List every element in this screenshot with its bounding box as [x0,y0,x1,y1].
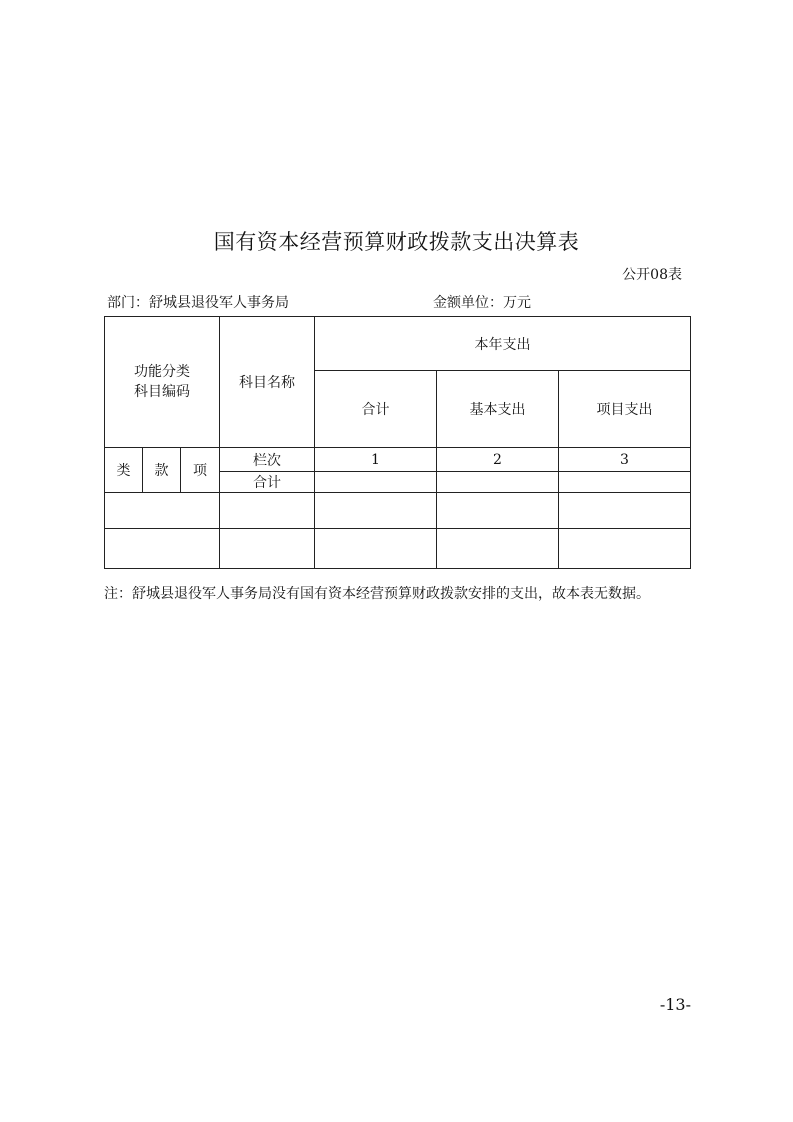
empty-cell [315,493,437,529]
empty-cell [437,493,559,529]
page-title: 国有资本经营预算财政拨款支出决算表 [213,230,580,254]
function-category-line1: 功能分类 [134,364,190,380]
category-xiang-header: 项 [181,448,220,493]
basic-expenditure-header: 基本支出 [437,371,559,448]
amount-unit-label: 金额单位： [433,295,503,311]
category-lei-header: 类 [105,448,143,493]
function-category-line2: 科目编码 [134,384,190,400]
sum-basic-cell [437,472,559,493]
sum-total-cell [315,472,437,493]
empty-cell [105,493,220,529]
amount-unit-line [433,292,531,312]
department-line [107,292,289,312]
empty-cell [559,529,691,569]
empty-cell [315,529,437,569]
form-number: 公开08表 [622,267,682,283]
function-category-header [105,317,220,448]
category-kuan-header: 款 [143,448,181,493]
table-note: 注：舒城县退役军人事务局没有国有资本经营预算财政拨款安排的支出，故本表无数据。 [104,586,650,602]
empty-cell [559,493,691,529]
subject-name-header: 科目名称 [220,317,315,448]
column-order-label: 栏次 [220,448,315,472]
current-year-header: 本年支出 [315,317,691,371]
page-number: -13- [659,995,691,1014]
column-number-1: 1 [315,448,437,472]
project-expenditure-header: 项目支出 [559,371,691,448]
empty-cell [437,529,559,569]
table-row [105,529,691,569]
department-label: 部门： [107,295,149,311]
sum-row-label: 合计 [220,472,315,493]
sum-project-cell [559,472,691,493]
column-number-2: 2 [437,448,559,472]
empty-cell [220,529,315,569]
total-header: 合计 [315,371,437,448]
empty-cell [220,493,315,529]
department-name: 舒城县退役军人事务局 [149,295,289,311]
amount-unit-value: 万元 [503,295,531,311]
table-row [105,493,691,529]
budget-table [104,316,691,569]
empty-cell [105,529,220,569]
column-number-3: 3 [559,448,691,472]
